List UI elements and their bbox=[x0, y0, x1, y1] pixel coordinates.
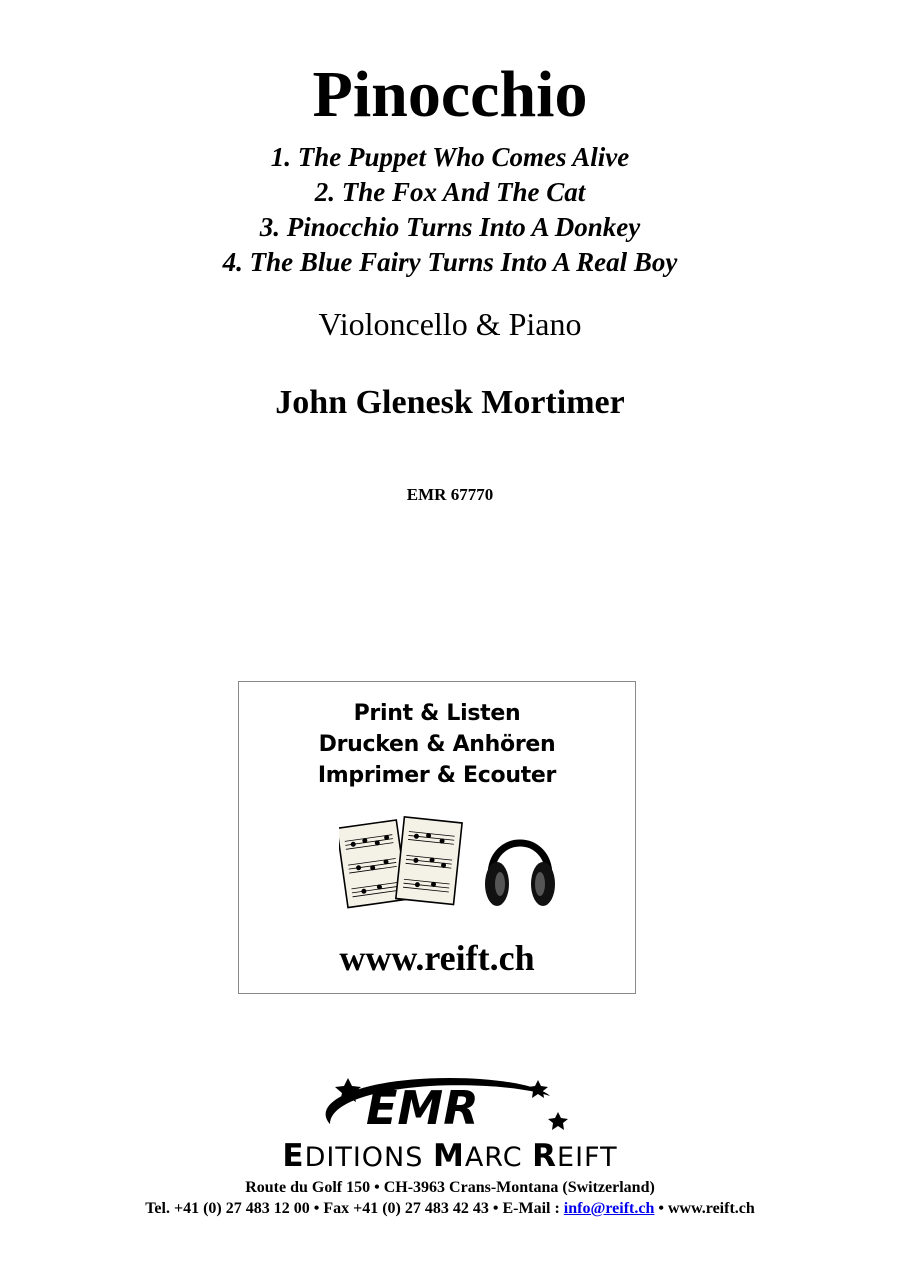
movement-item: 4. The Blue Fairy Turns Into A Real Boy bbox=[222, 247, 678, 277]
promo-line: Print & Listen bbox=[353, 701, 521, 726]
star-icon bbox=[548, 1112, 568, 1130]
instrumentation: Violoncello & Piano bbox=[318, 306, 582, 342]
logo-text: EMR bbox=[366, 1081, 479, 1135]
contact-website: • www.reift.ch bbox=[654, 1200, 755, 1217]
promo-url: www.reift.ch bbox=[339, 938, 535, 978]
publisher-name bbox=[0, 1138, 900, 1174]
promo-illustration bbox=[339, 810, 559, 920]
sheet-music-icon bbox=[339, 817, 462, 908]
promo-lines bbox=[239, 698, 635, 791]
email-link[interactable]: info@reift.ch bbox=[563, 1200, 655, 1217]
movement-item: 1. The Puppet Who Comes Alive bbox=[270, 142, 630, 172]
composer-name: John Glenesk Mortimer bbox=[275, 384, 625, 421]
publisher-name-part: ARC bbox=[464, 1142, 533, 1173]
emr-logo bbox=[300, 1072, 600, 1142]
publisher-name-initial: E bbox=[282, 1138, 305, 1174]
headphones-icon bbox=[485, 843, 555, 906]
publisher-name-initial: M bbox=[432, 1138, 465, 1174]
publisher-name-part: EIFT bbox=[557, 1142, 618, 1173]
contact-phone-fax: Tel. +41 (0) 27 483 12 00 • Fax +41 (0) 27 483 42 43 • E-Mail : bbox=[145, 1200, 564, 1217]
publisher-contact bbox=[0, 1201, 900, 1217]
catalog-code: EMR 67770 bbox=[406, 485, 494, 504]
publisher-name-initial: R bbox=[532, 1138, 558, 1174]
star-icon bbox=[528, 1080, 548, 1098]
publisher-name-part: DITIONS bbox=[304, 1142, 433, 1173]
promo-line: Drucken & Anhören bbox=[318, 732, 556, 757]
page-title: Pinocchio bbox=[312, 58, 588, 131]
promo-line: Imprimer & Ecouter bbox=[317, 763, 557, 788]
movement-item: 3. Pinocchio Turns Into A Donkey bbox=[259, 212, 641, 242]
movement-list bbox=[0, 140, 900, 280]
movement-item: 2. The Fox And The Cat bbox=[314, 177, 586, 207]
print-listen-box bbox=[238, 681, 636, 994]
publisher-address: Route du Golf 150 • CH-3963 Crans-Montana (Switzerland) bbox=[245, 1179, 655, 1196]
